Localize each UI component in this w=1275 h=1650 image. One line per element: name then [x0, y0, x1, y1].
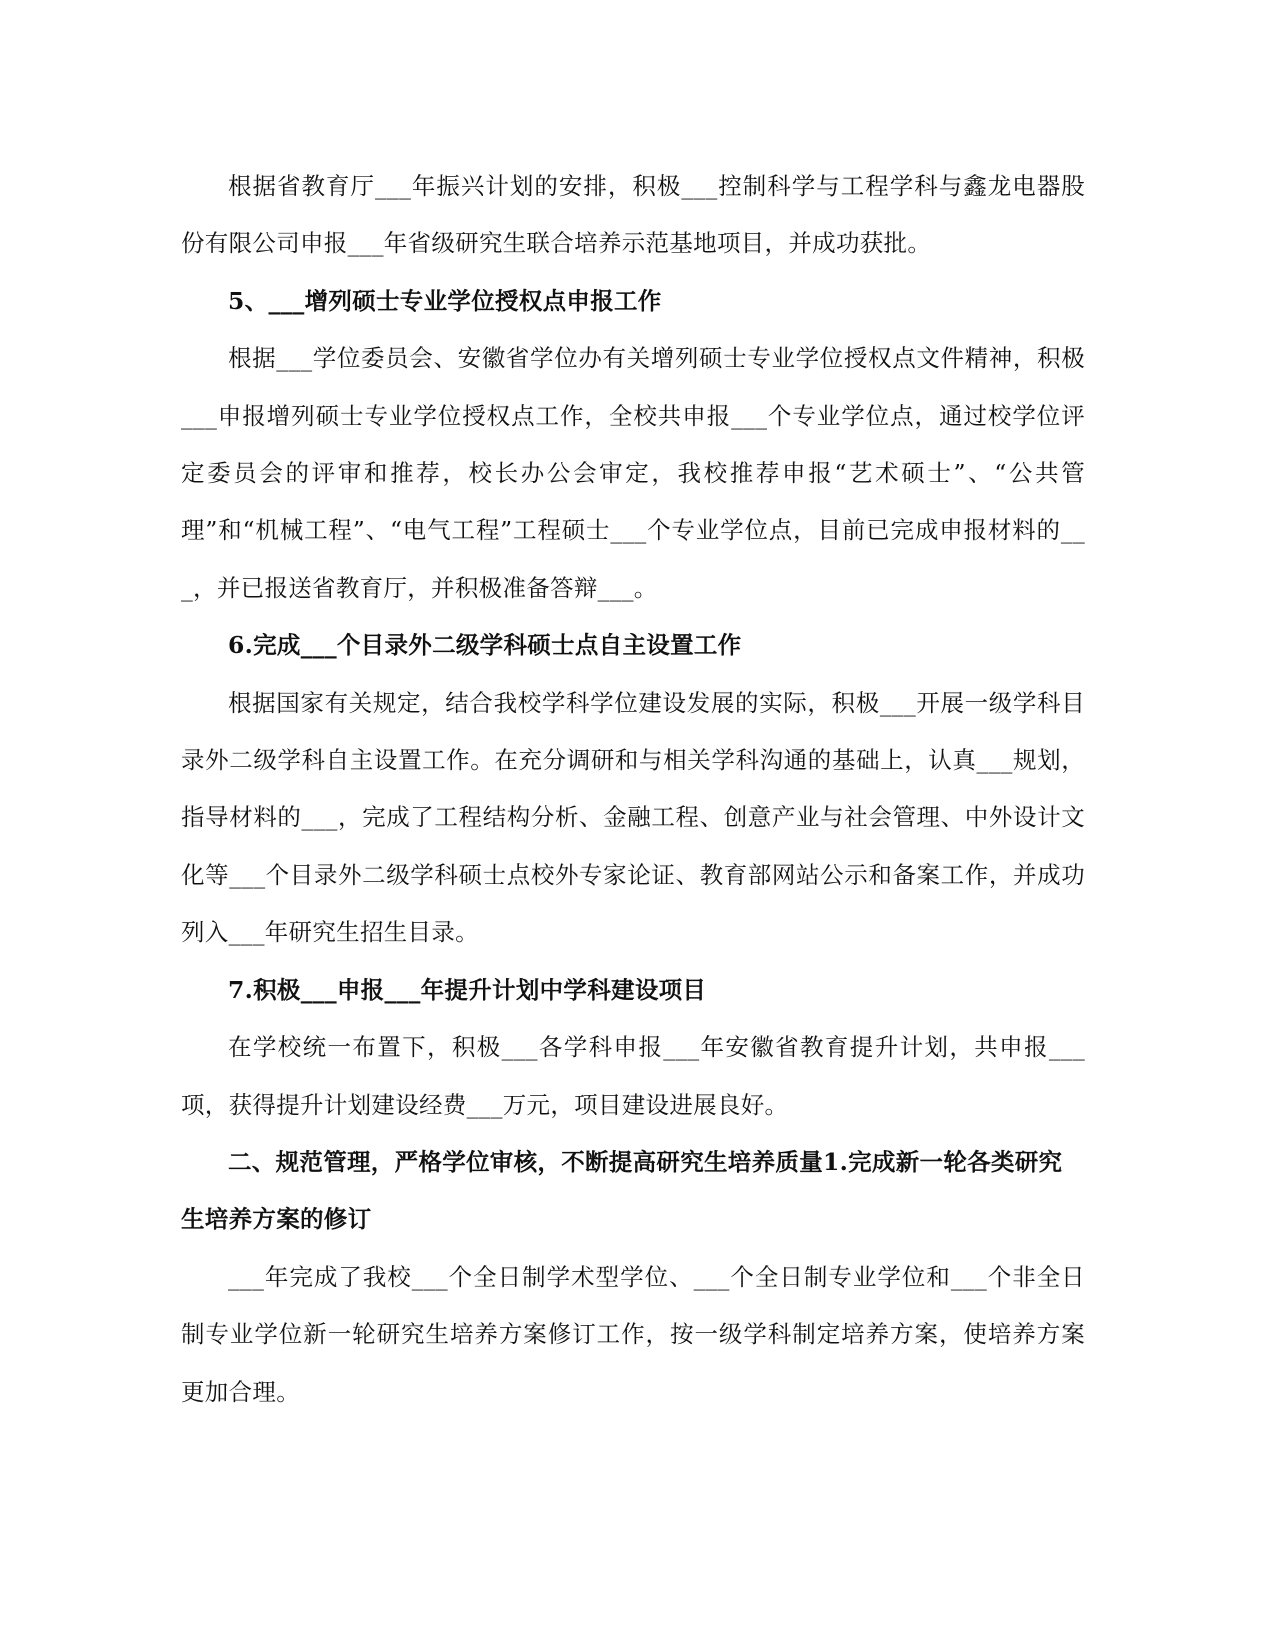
document-page: [181, 158, 1085, 1421]
heading-part-two: 二、规范管理，严格学位审核，不断提高研究生培养质量1.完成新一轮各类研究生培养方案的修订: [181, 1147, 1063, 1234]
paragraph-base-approval: 根据省教育厅___年振兴计划的安排，积极___控制科学与工程学科与鑫龙电器股份有限公司申报___年省级研究生联合培养示范基地项目，并成功获批。: [181, 172, 1085, 258]
paragraph-degree-authorization: 根据___学位委员会、安徽省学位办有关增列硕士专业学位授权点文件精神，积极___申报增列硕士专业学位授权点工作，全校共申报___个专业学位点，通过校学位评定委员会的评审和推荐，校长办公会审定，我校推荐申报“艺术硕士”、“公共管理”和“机械工程”、“电气工程”工程硕士___个专业学位点，目前已完成申报材料的___，并已报送省教育厅，并积极准备答辩___。: [181, 344, 1085, 602]
paragraph-training-program: ___年完成了我校___个全日制学术型学位、___个全日制专业学位和___个非全日制专业学位新一轮研究生培养方案修订工作，按一级学科制定培养方案，使培养方案更加合理。: [181, 1262, 1085, 1406]
paragraph-secondary-disciplines: 根据国家有关规定，结合我校学科学位建设发展的实际，积极___开展一级学科目录外二级学科自主设置工作。在充分调研和与相关学科沟通的基础上，认真___规划，指导材料的___，完成了工程结构分析、金融工程、创意产业与社会管理、中外设计文化等___个目录外二级学科硕士点校外专家论证、教育部网站公示和备案工作，并成功列入___年研究生招生目录。: [181, 688, 1085, 947]
paragraph-improvement-plan: 在学校统一布置下，积极___各学科申报___年安徽省教育提升计划，共申报___项，获得提升计划建设经费___万元，项目建设进展良好。: [181, 1033, 1085, 1119]
heading-section-5: 5、___增列硕士专业学位授权点申报工作: [228, 286, 662, 315]
heading-section-6: 6.完成___个目录外二级学科硕士点自主设置工作: [228, 631, 742, 660]
heading-section-7: 7.积极___申报___年提升计划中学科建设项目: [228, 975, 707, 1004]
